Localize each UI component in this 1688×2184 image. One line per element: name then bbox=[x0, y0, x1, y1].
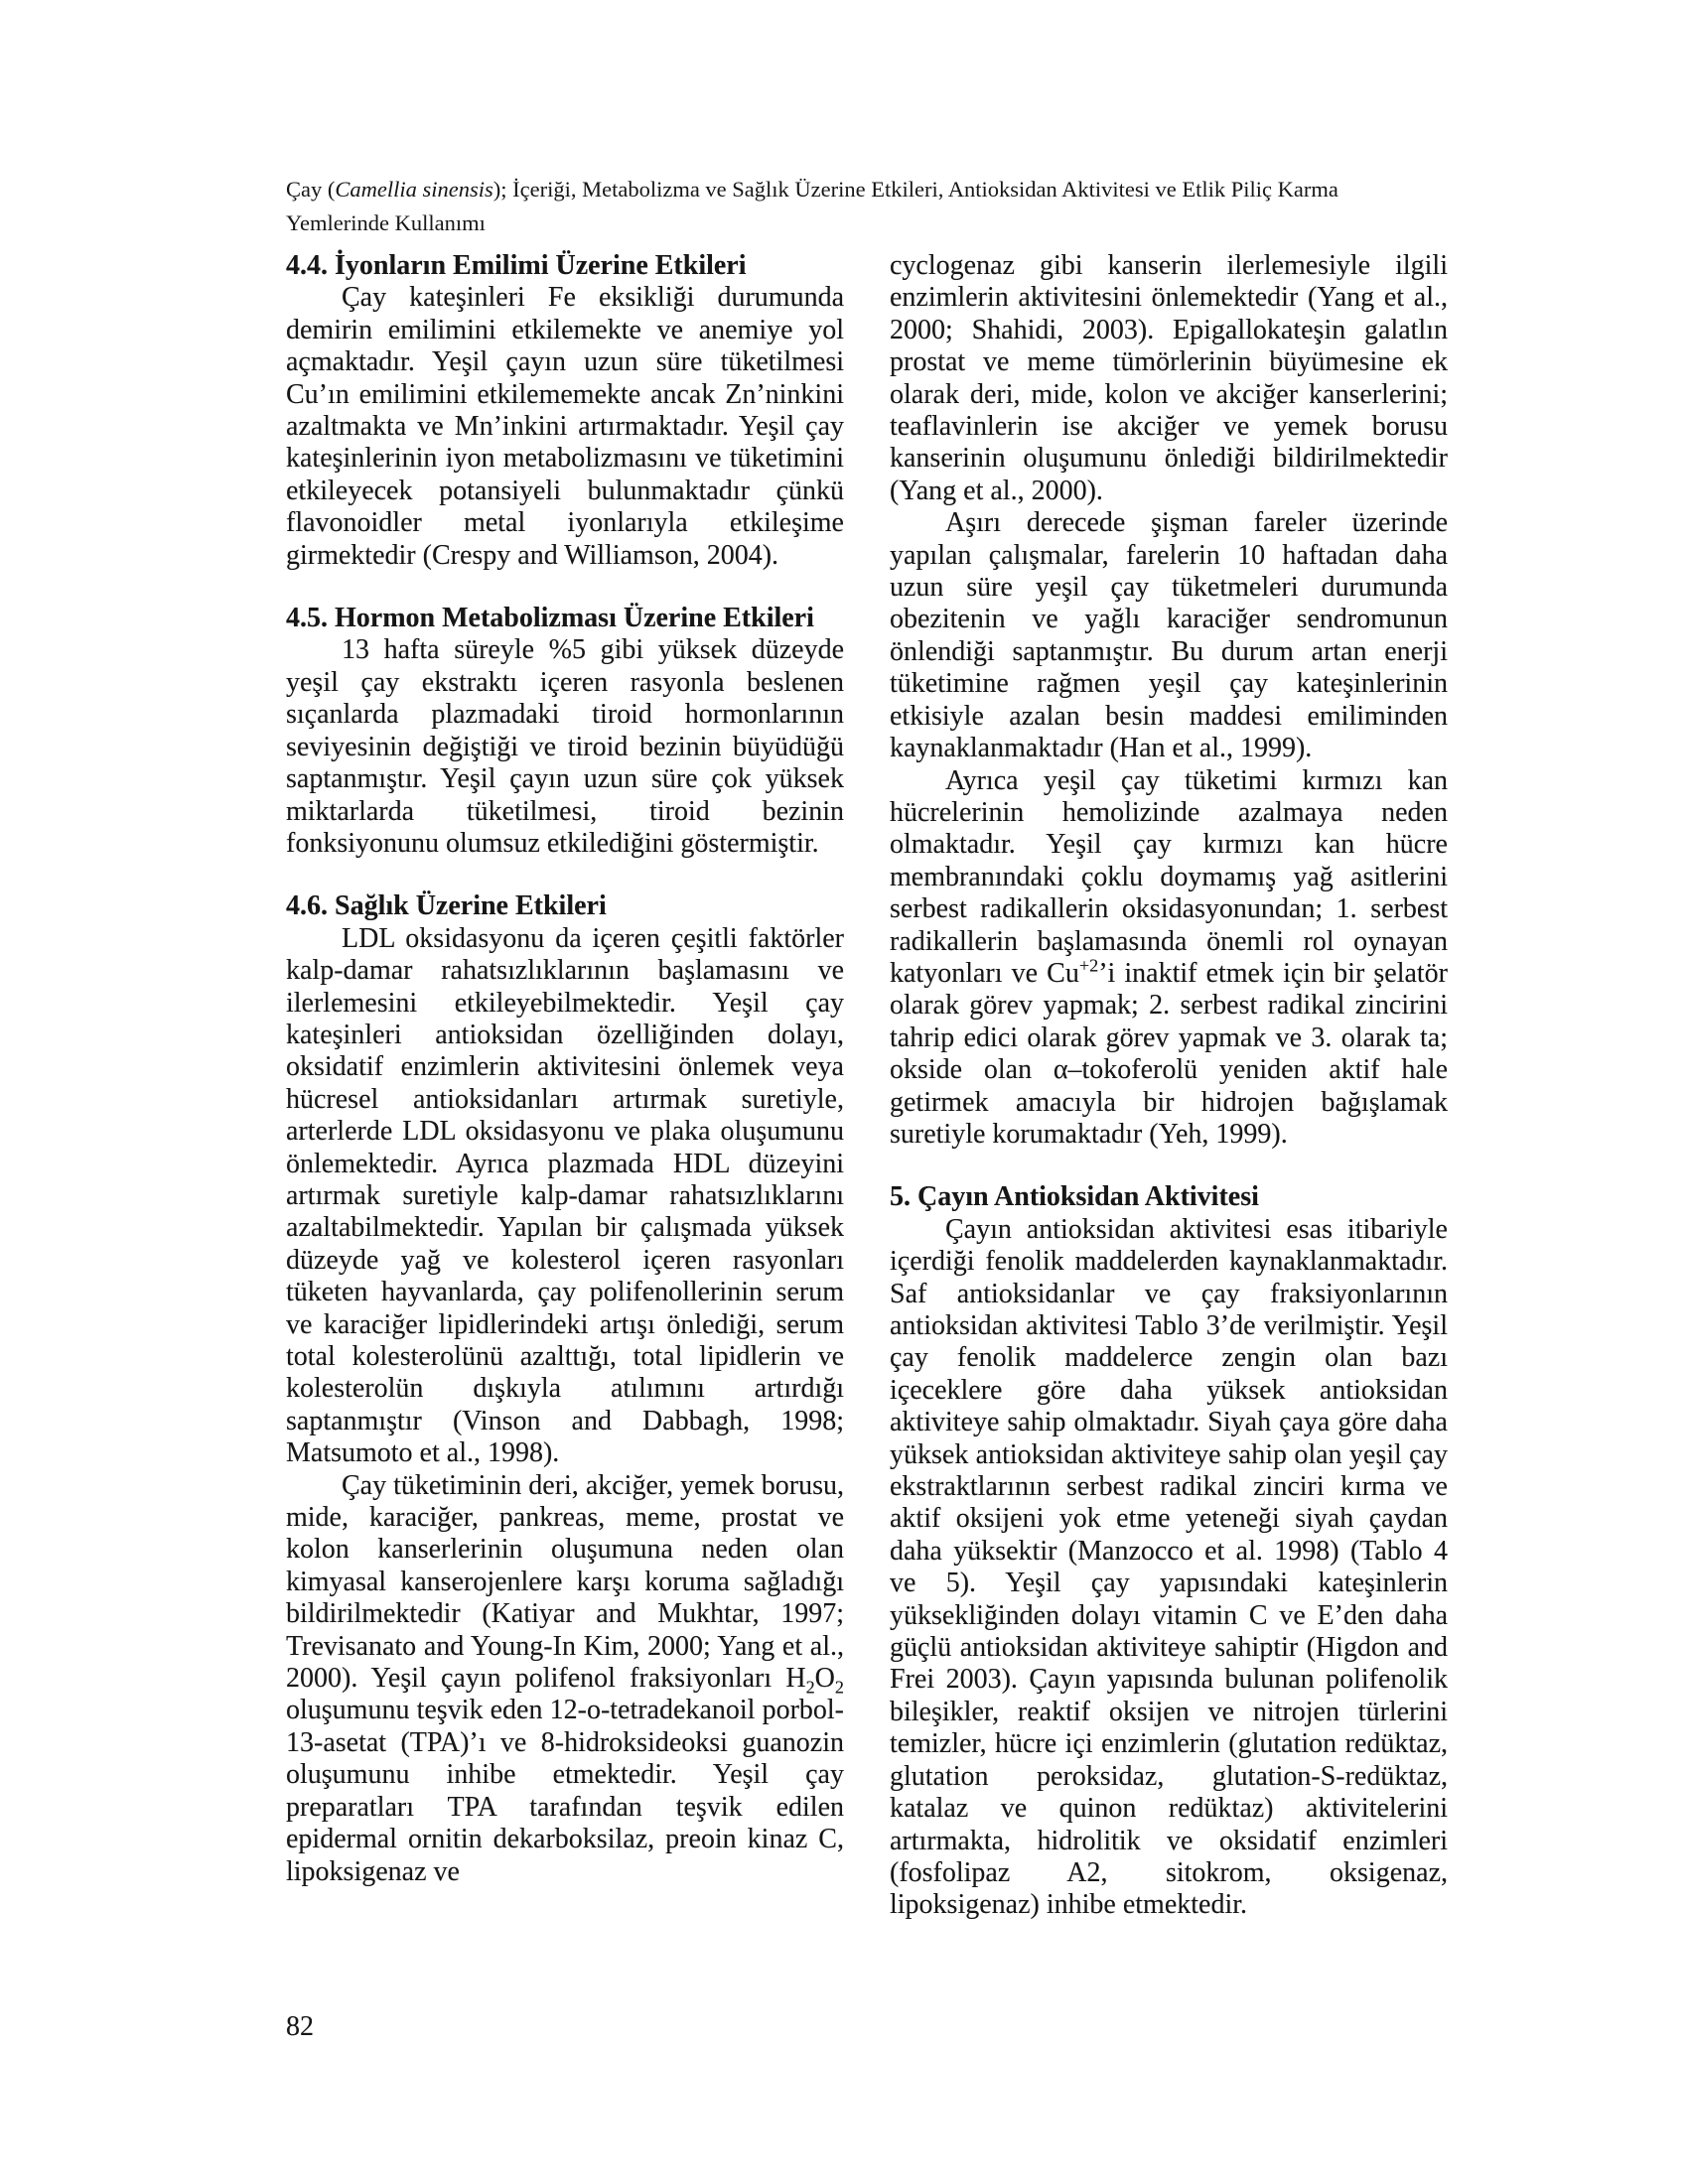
text-run: ); İçeriği, Metabolizma ve Sağlık Üzerine Etkileri, Antioksidan Aktivitesi ve Etlik Piliç Karma Yemlerinde Kullanımı bbox=[286, 177, 1338, 235]
text-run: Çayın antioksidan aktivitesi esas itibariyle içerdiği fenolik maddelerden kaynaklanmaktadır. Saf antioksidanlar ve çay fraksiyonlarının antioksidan aktivitesi Tablo 3’de verilmiştir. Yeşil çay fenolik maddelerce zengin olan bazı içeceklere göre daha yüksek antioksidan aktiviteye sahip olmaktadır. Siyah çaya göre daha yüksek antioksidan aktiviteye sahip olan yeşil çay ekstraktlarının serbest radikal zinciri kırma ve aktif oksijeni yok etme yeteneği siyah çaydan daha yüksektir (Manzocco et al. 1998) (Tablo 4 ve 5). Yeşil çay yapısındaki kateşinlerin yüksekliğinden dolayı vitamin C ve E’den daha güçlü antioksidan aktiviteye sahiptir (Higdon and Frei 2003). Çayın yapısında bulunan polifenolik bileşikler, reaktif oksijen ve nitrojen türlerini temizler, hücre içi enzimlerin (glutation redüktaz, glutation peroksidaz, glutation-S-redüktaz, katalaz ve quinon redüktaz) aktivitelerini artırmakta, hidrolitik ve oksidatif enzimleri (fosfolipaz A2, sitokrom, oksigenaz, lipoksigenaz) inhibe etmektedir. bbox=[890, 1213, 1448, 1921]
paragraph bbox=[286, 923, 844, 1470]
paper-header bbox=[286, 173, 1433, 240]
paragraph bbox=[890, 765, 1448, 1152]
paragraph bbox=[286, 1470, 844, 1888]
text-run: 4.5. Hormon Metabolizması Üzerine Etkileri bbox=[286, 603, 814, 634]
paragraph bbox=[890, 1214, 1448, 1922]
text-run: cyclogenaz gibi kanserin ilerlemesiyle ilgili enzimlerin aktivitesini önlemektedir (Yang et al., 2000; Shahidi, 2003). Epigallokateşin galatlın prostat ve meme tümörlerinin büyümesine ek olarak deri, mide, kolon ve akciğer kanserlerini; teaflavinlerin ise akciğer ve yemek borusu kanserinin oluşumunu önlediği bildirilmektedir (Yang et al., 2000). bbox=[890, 250, 1448, 506]
page-number: 82 bbox=[286, 2011, 314, 2042]
text-run: Çay ( bbox=[286, 177, 336, 202]
section-heading bbox=[286, 603, 844, 634]
paragraph bbox=[286, 282, 844, 572]
text-run: 4.4. İyonların Emilimi Üzerine Etkileri bbox=[286, 250, 747, 281]
italic-text-run: Camellia sinensis bbox=[335, 177, 493, 202]
text-run: LDL oksidasyonu da içeren çeşitli faktörler kalp-damar rahatsızlıklarının başlamasını ve ilerlemesini etkileyebilmektedir. Yeşil çay kateşinleri antioksidan özelliğinden dolayı, oksidatif enzimlerin aktivitesini önlemek veya hücresel antioksidanları artırmak suretiyle, arterlerde LDL oksidasyonu ve plaka oluşumunu önlemektedir. Ayrıca plazmada HDL düzeyini artırmak suretiyle kalp-damar rahatsızlıklarını azaltabilmektedir. Yapılan bir çalışmada yüksek düzeyde yağ ve kolesterol içeren rasyonları tüketen hayvanlarda, çay polifenollerinin serum ve karaciğer lipidlerindeki artışı önlediği, serum total kolesterolünü azalttığı, total lipidlerin ve kolesterolün dışkıyla atılımını artırdığı saptanmıştır (Vinson and Dabbagh, 1998; Matsumoto et al., 1998). bbox=[286, 922, 844, 1469]
text-run: ’i inaktif etmek için bir şelatör olarak görev yapmak; 2. serbest radikal zincirini tahrip edici olarak görev yapmak ve 3. olarak ta; okside olan α–tokoferolü yeniden aktif hale getirmek amacıyla bir hidrojen bağışlamak suretiyle korumaktadır (Yeh, 1999). bbox=[890, 957, 1448, 1150]
text-run: Aşırı derecede şişman fareler üzerinde yapılan çalışmalar, farelerin 10 haftadan daha uzun süre yeşil çay tüketmeleri durumunda obezitenin ve yağlı karaciğer sendromunun önlendiği saptanmıştır. Bu durum artan enerji tüketimine rağmen yeşil çay kateşinlerinin etkisiyle azalan besin maddesi emiliminden kaynaklanmaktadır (Han et al., 1999). bbox=[890, 507, 1448, 764]
text-run: Ayrıca yeşil çay tüketimi kırmızı kan hücrelerinin hemolizinde azalmaya neden olmaktadır. Yeşil çay kırmızı kan hücre membranındaki çoklu doymamış yağ asitlerini serbest radikallerin oksidasyonundan; 1. serbest radikallerin başlamasında önemli rol oynayan katyonları ve Cu bbox=[890, 764, 1448, 989]
sub-text-run: 2 bbox=[805, 1677, 815, 1698]
sup-text-run: +2 bbox=[1078, 955, 1099, 976]
text-run: 13 hafta süreyle %5 gibi yüksek düzeyde yeşil çay ekstraktı içeren rasyonla beslenen sıçanlarda plazmadaki tiroid hormonlarının seviyesinin değiştiği ve tiroid bezinin büyüdüğü saptanmıştır. Yeşil çayın uzun süre çok yüksek miktarlarda tüketilmesi, tiroid bezinin fonksiyonunu olumsuz etkilediğini göstermiştir. bbox=[286, 634, 844, 859]
section-heading bbox=[890, 1181, 1448, 1213]
text-run: oluşumunu teşvik eden 12-o-tetradekanoil porbol-13-asetat (TPA)’ı ve 8-hidroksideoksi guanozin oluşumunu inhibe etmektedir. Yeşil çay preparatları TPA tarafından teşvik edilen epidermal ornitin dekarboksilaz, preoin kinaz C, lipoksigenaz ve bbox=[286, 1695, 844, 1887]
sub-text-run: 2 bbox=[834, 1677, 844, 1698]
text-run: Çay kateşinleri Fe eksikliği durumunda demirin emilimini etkilemekte ve anemiye yol açmaktadır. Yeşil çayın uzun süre tüketilmesi Cu’ın emilimini etkilememekte ancak Zn’ninkini azaltmakta ve Mn’inkini artırmaktadır. Yeşil çay kateşinlerinin iyon metabolizmasını ve tüketimini etkileyecek potansiyeli bulunmaktadır çünkü flavonoidler metal iyonlarıyla etkileşime girmektedir (Crespy and Williamson, 2004). bbox=[286, 282, 844, 571]
paragraph bbox=[890, 250, 1448, 507]
section-heading bbox=[286, 890, 844, 922]
text-run: 5. Çayın Antioksidan Aktivitesi bbox=[890, 1181, 1259, 1213]
text-run: Çay tüketiminin deri, akciğer, yemek borusu, mide, karaciğer, pankreas, meme, prostat ve kolon kanserlerinin oluşumuna neden olan kimyasal kanserojenlere karşı koruma sağladığı bildirilmektedir (Katiyar and Mukhtar, 1997; Trevisanato and Young-In Kim, 2000; Yang et al., 2000). Yeşil çayın polifenol fraksiyonları H bbox=[286, 1469, 844, 1695]
section-heading bbox=[286, 250, 844, 282]
paragraph bbox=[890, 507, 1448, 764]
left-column bbox=[286, 250, 844, 1888]
paragraph bbox=[286, 634, 844, 860]
right-column bbox=[890, 250, 1448, 1922]
text-run: O bbox=[814, 1663, 835, 1695]
text-run: 4.6. Sağlık Üzerine Etkileri bbox=[286, 890, 607, 922]
